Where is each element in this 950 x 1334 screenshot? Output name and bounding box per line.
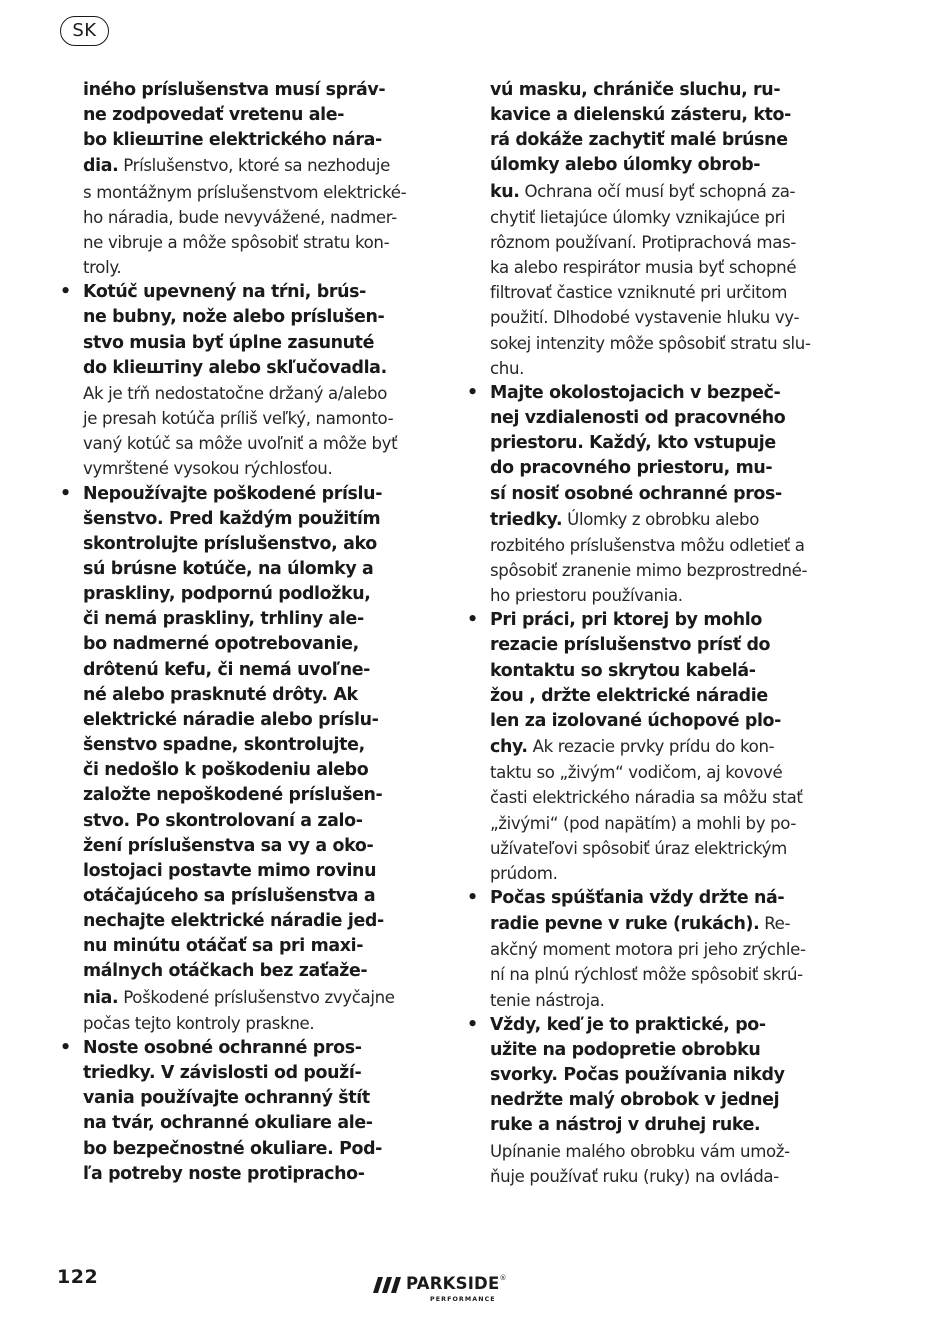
bold-text-line: otáčajúceho sa príslušenstva a — [83, 886, 376, 906]
regular-fragment: Príslušenstvo, ktoré sa nezhoduje — [118, 156, 390, 176]
left-column — [60, 78, 428, 1187]
bold-text-line: bo bezpečnostné okuliare. Pod- — [83, 1138, 383, 1159]
regular-text-line: ní na plnú rýchlosť môže spôsobiť skrú- — [490, 965, 803, 985]
bold-text-line: lostojaci postavte mimo rovinu — [83, 860, 377, 881]
regular-text-line: tenie nástroja. — [490, 990, 605, 1010]
bullet-item — [60, 1036, 428, 1187]
regular-text-line: ne vibruje a môže spôsobiť stratu kon- — [83, 232, 390, 252]
bold-text-line: šenstvo. Pred každým použitím — [83, 508, 381, 529]
bold-text-line: nej vzdialenosti od pracovného — [490, 408, 786, 429]
bold-text-line: drôtenú kefu, či nemá uvoľne- — [83, 659, 371, 680]
bullet-marker: • — [60, 282, 71, 303]
mixed-text-line — [490, 179, 835, 205]
bold-text-line: či nedošlo k poškodeniu alebo — [83, 760, 369, 781]
bullet-item — [467, 886, 835, 1013]
bold-text-line: užite na podopretie obrobku — [490, 1039, 761, 1060]
regular-text-line: ka alebo respirátor musia byť schopné — [490, 258, 797, 278]
regular-text-line: taktu so „živým“ vodičom, aj kovové — [490, 763, 783, 783]
brand-subtitle: PERFORMANCE — [430, 1296, 496, 1303]
bold-text-line: nechajte elektrické náradie jed- — [83, 911, 384, 932]
mixed-text-line — [83, 153, 428, 179]
regular-text-line: spôsobiť zranenie mimo bezprostredné- — [490, 560, 808, 580]
regular-text-line: vymrštené vysokou rýchlosťou. — [83, 459, 333, 479]
bold-text-line: stvo. Po skontrolovaní a zalo- — [83, 810, 363, 831]
regular-text-line: počas tejto kontroly praskne. — [83, 1013, 315, 1033]
bold-text-line: žení príslušenstva sa vy a oko- — [83, 835, 374, 856]
bullet-marker: • — [60, 483, 71, 504]
bold-text-line: Vždy, keď je to praktické, po- — [490, 1014, 766, 1035]
bold-text-line: úlomky alebo úlomky obrob- — [490, 155, 761, 176]
bold-text-line: Majte okolostojacich v bezpeč- — [490, 382, 781, 403]
bold-text-line: sú brúsne kotúče, na úlomky a — [83, 558, 374, 579]
parkside-slashes-icon — [373, 1277, 403, 1293]
bold-text-line: šenstvo spadne, skontrolujte, — [83, 735, 365, 756]
bold-text-line: kavice a dielenskú zásteru, kto- — [490, 105, 792, 126]
regular-fragment: Ochrana očí musí byť schopná za- — [519, 181, 796, 201]
bold-text-line: praskliny, podpornú podložku, — [83, 584, 371, 605]
bold-text-line: iného príslušenstva musí správ- — [83, 80, 386, 100]
regular-text-line: je presah kotúča príliš veľký, namonto- — [83, 409, 394, 429]
bold-text-line: založte nepoškodené príslušen- — [83, 785, 383, 806]
bold-text-line: svorky. Počas používania nikdy — [490, 1065, 785, 1086]
bold-text-line: sí nosiť osobné ochranné pros- — [490, 483, 782, 504]
bold-fragment: triedky. — [490, 509, 563, 530]
bold-text-line: kontaktu so skrytou kabelá- — [490, 660, 756, 681]
regular-text-line: Ak je tŕň nedostatočne držaný a/alebo — [83, 383, 388, 403]
regular-text-line: ho priestoru používania. — [490, 586, 683, 606]
bold-text-line: nu minútu otáčať sa pri maxi- — [83, 936, 364, 957]
bullet-marker: • — [467, 610, 478, 631]
bold-fragment: chy. — [490, 737, 528, 758]
bold-text-line: málnych otáčkach bez zaťaže- — [83, 961, 368, 982]
regular-text-line: troly. — [83, 258, 122, 278]
regular-text-line: sokej intenzity môže spôsobiť stratu slu- — [490, 333, 811, 353]
continued-paragraph — [467, 78, 835, 381]
regular-text-line: akčný moment motora pri jeho zrýchle- — [490, 940, 806, 960]
language-badge: SK — [60, 16, 109, 46]
bold-text-line: elektrické náradie alebo príslu- — [83, 709, 379, 730]
regular-text-line: chytiť lietajúce úlomky vznikajúce pri — [490, 207, 786, 227]
bold-text-line: rá dokáže zachytiť malé brúsne — [490, 130, 788, 151]
regular-fragment: Re- — [759, 914, 791, 934]
bold-text-line: Nepoužívajte poškodené príslu- — [83, 483, 383, 504]
bold-text-line: Pri práci, pri ktorej by mohlo — [490, 610, 762, 631]
bold-text-line: stvo musia byť úplne zasunuté — [83, 332, 375, 353]
bold-text-line: či nemá praskliny, trhliny ale- — [83, 609, 364, 630]
bold-text-line: na tvár, ochranné okuliare ale- — [83, 1113, 373, 1134]
bold-text-line: bo kliештine elektrického nára- — [83, 130, 382, 151]
regular-text-line: rozbitého príslušenstva môžu odletieť a — [490, 535, 805, 555]
bold-text-line: ne bubny, nože alebo príslušen- — [83, 307, 385, 328]
mixed-text-line — [490, 911, 835, 937]
regular-text-line: filtrovať častice vzniknuté pri určitom — [490, 283, 788, 303]
regular-text-line: vaný kotúč sa môže uvoľniť a môže byť — [83, 434, 398, 454]
regular-text-line: použití. Dlhodobé vystavenie hluku vy- — [490, 308, 800, 328]
bullet-marker: • — [467, 1014, 478, 1035]
bullet-item — [60, 482, 428, 1036]
bullet-marker: • — [467, 888, 478, 908]
bold-text-line: žou , držte elektrické náradie — [490, 685, 768, 706]
bold-text-line: skontrolujte príslušenstvo, ako — [83, 533, 377, 554]
regular-text-line: Upínanie malého obrobku vám umož- — [490, 1141, 790, 1161]
bold-fragment: ku. — [490, 181, 520, 202]
bold-text-line: ne zodpovedať vretenu ale- — [83, 105, 345, 126]
registered-mark: ® — [499, 1274, 507, 1282]
page-number: 122 — [57, 1266, 99, 1288]
bold-text-line: Kotúč upevnený na tŕni, brús- — [83, 282, 366, 303]
bold-text-line: do kliештiny alebo skľučovadla. — [83, 357, 387, 378]
bold-text-line: ľa potreby noste protipracho- — [83, 1163, 365, 1184]
regular-text-line: prúdom. — [490, 863, 558, 883]
bullet-marker: • — [60, 1037, 71, 1058]
mixed-text-line — [83, 985, 428, 1011]
regular-text-line: užívateľovi spôsobiť úraz elektrickým — [490, 838, 787, 858]
regular-text-line: „živými“ (pod napätím) a mohli by po- — [490, 813, 797, 833]
regular-text-line: časti elektrického náradia sa môžu stať — [490, 788, 803, 808]
bold-text-line: bo nadmerné opotrebovanie, — [83, 634, 359, 655]
right-column — [467, 78, 835, 1189]
bullet-item — [60, 280, 428, 481]
regular-fragment: Poškodené príslušenstvo zvyčajne — [118, 987, 395, 1007]
bold-text-line: né alebo prasknuté drôty. Ak — [83, 684, 358, 705]
regular-text-line: rôznom používaní. Protiprachová mas- — [490, 232, 797, 252]
bold-text-line: nedržte malý obrobok v jednej — [490, 1090, 780, 1111]
mixed-text-line — [490, 734, 835, 760]
bold-fragment: radie pevne v ruke (rukách). — [490, 914, 760, 935]
continued-paragraph — [60, 78, 428, 280]
bold-text-line: vania používajte ochranný štít — [83, 1088, 370, 1109]
bold-text-line: Noste osobné ochranné pros- — [83, 1037, 362, 1058]
bold-fragment: dia. — [83, 156, 119, 177]
mixed-text-line — [490, 507, 835, 533]
bullet-item — [467, 1013, 835, 1189]
brand-name: PARKSIDE® — [406, 1274, 507, 1293]
bold-text-line: rezacie príslušenstvo prísť do — [490, 635, 771, 656]
parkside-logo — [373, 1274, 523, 1308]
bold-text-line: len za izolované úchopové plo- — [490, 710, 782, 731]
bold-fragment: nia. — [83, 987, 119, 1008]
regular-text-line: ho náradia, bude nevyvážené, nadmer- — [83, 207, 397, 227]
bullet-item — [467, 608, 835, 886]
bold-text-line: Počas spúšťania vždy držte ná- — [490, 888, 785, 908]
bullet-marker: • — [467, 382, 478, 403]
regular-text-line: s montážnym príslušenstvom elektrické- — [83, 182, 407, 202]
bold-text-line: ruke a nástroj v druhej ruke. — [490, 1115, 761, 1136]
bold-text-line: do pracovného priestoru, mu- — [490, 458, 773, 479]
bold-text-line: priestoru. Každý, kto vstupuje — [490, 433, 776, 454]
regular-text-line: ňuje používať ruku (ruky) na ovláda- — [490, 1166, 779, 1186]
regular-fragment: Ak rezacie prvky prídu do kon- — [527, 737, 775, 757]
regular-fragment: Úlomky z obrobku alebo — [562, 509, 760, 529]
bullet-item — [467, 381, 835, 608]
bold-text-line: triedky. V závislosti od použí- — [83, 1063, 362, 1084]
bold-text-line: vú masku, chrániče sluchu, ru- — [490, 80, 781, 100]
regular-text-line: chu. — [490, 358, 525, 378]
